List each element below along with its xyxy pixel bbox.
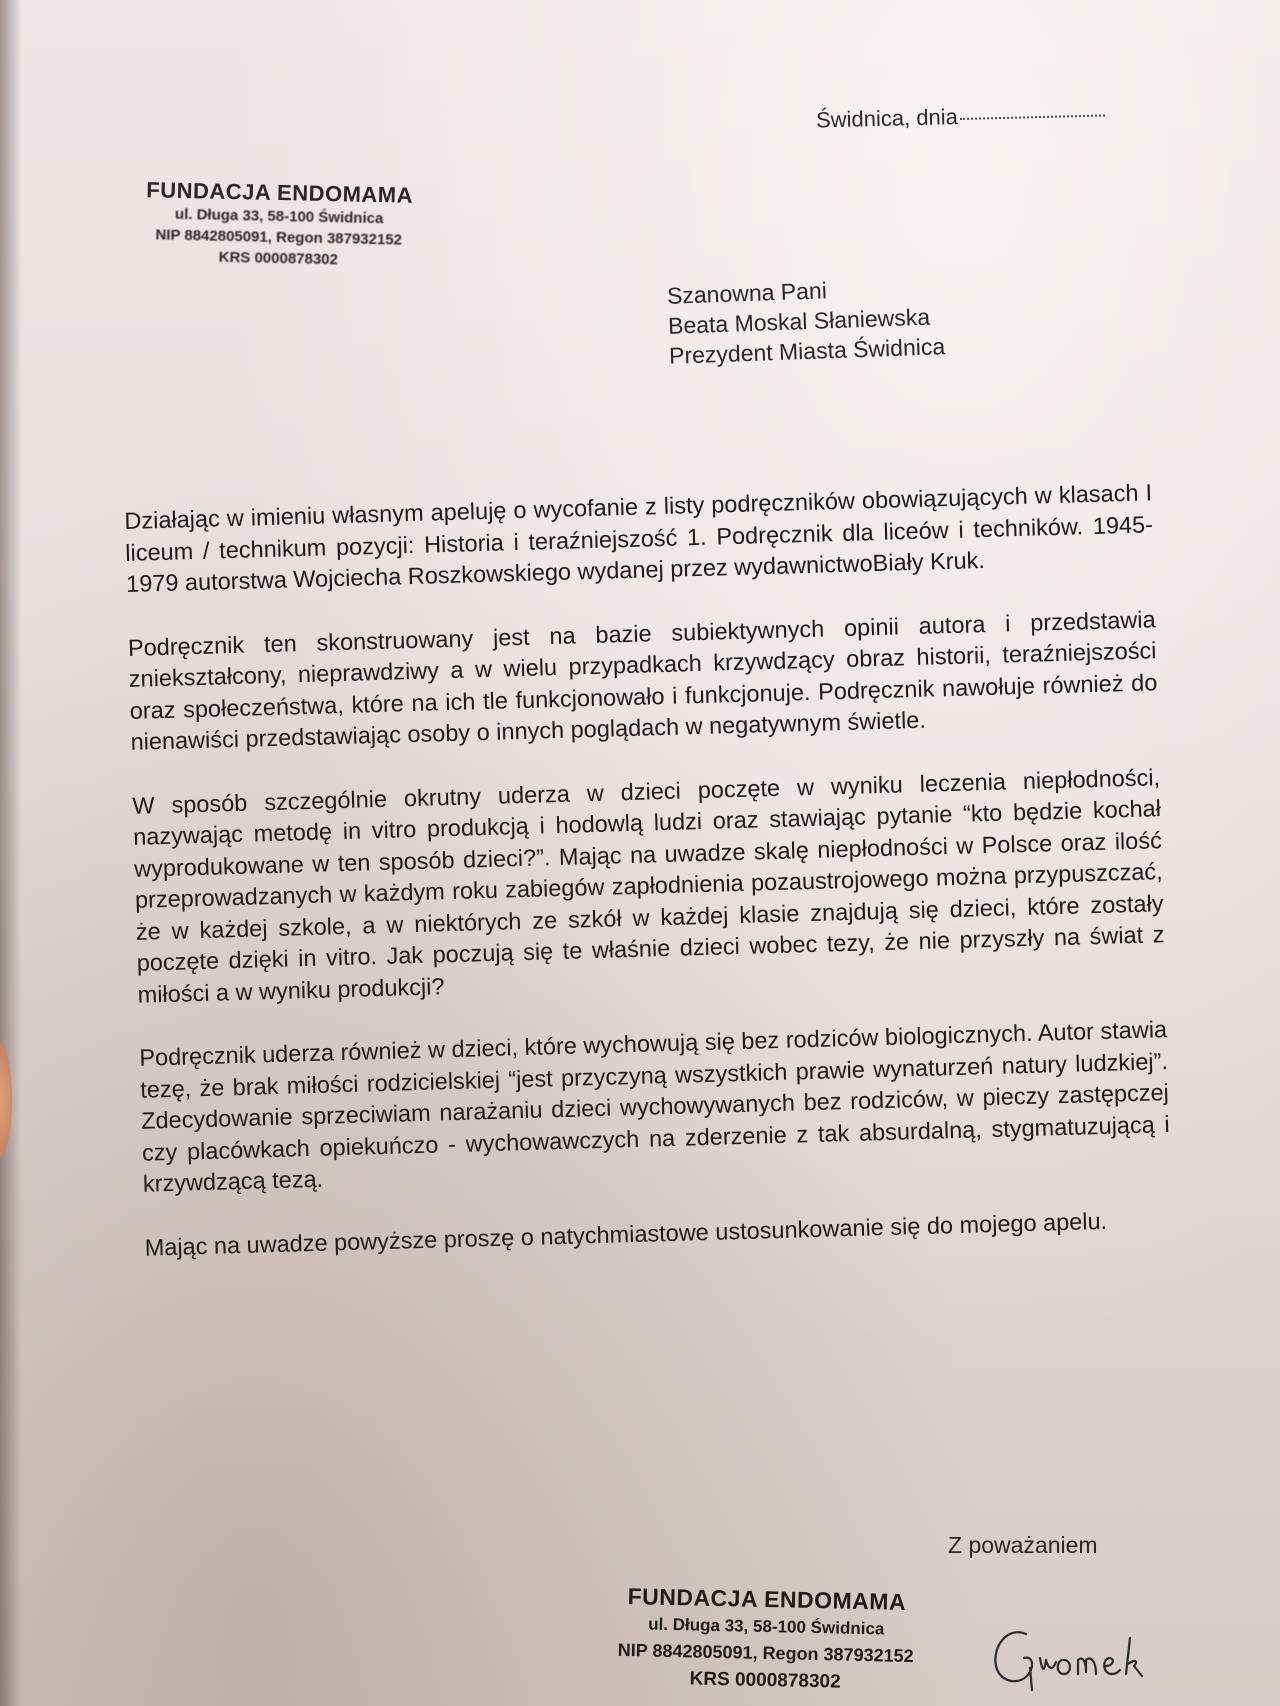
recipient-name: Beata Moskal Słaniewska — [667, 303, 931, 339]
stamp-block — [585, 1582, 947, 1698]
stamp-address: ul. Długa 33, 58-100 Świdnica — [648, 1614, 885, 1639]
date-label: Świdnica, dnia — [815, 104, 959, 133]
stamp-org-name: FUNDACJA ENDOMAMA — [627, 1583, 907, 1615]
body-paragraph: Działając w imieniu własnym apeluję o wycofanie z listy podręczników obowiązujących w klasach I liceum / technikum pozycji: Historia i teraźniejszość 1. Podręcznik dla liceów i techników. 1945-1979 autorstwa Wojciecha Roszkowskiego wydanej przez wydawnictwoBiały Kruk. — [124, 479, 1154, 597]
handwritten-signature — [986, 1616, 1186, 1696]
letter-body — [124, 477, 1173, 1263]
date-line — [816, 100, 1105, 133]
body-paragraph: Mając na uwadze powyższe proszę o natychmiastowe ustosunkowanie się do mojego apelu. — [144, 1207, 1108, 1261]
letterhead-nip-regon: NIP 8842805091, Regon 387932152 — [155, 226, 403, 249]
date-blank-dots — [960, 114, 1105, 120]
recipient-title: Prezydent Miasta Świdnica — [668, 333, 946, 369]
letterhead — [103, 176, 455, 272]
letterhead-org-name: FUNDACJA ENDOMAMA — [146, 177, 414, 208]
letterhead-address: ul. Długa 33, 58-100 Świdnica — [174, 205, 384, 228]
closing-formula: Z poważaniem — [948, 1532, 1098, 1558]
body-paragraph: Podręcznik uderza również w dzieci, które wychowują się bez rodziców biologicznych. Autor stawia tezę, że brak miłości rodzicielskiej “jest przyczyną wszystkich prawie wynaturzeń natury ludzkiej”. Zdecydowanie sprzeciwiam narażaniu dzieci wychowywanych bez rodziców, w pieczy zastępczej czy placówkach opiekuńczo - wychowawczych na zderzenie z tak absurdalną, stygmatuzującą i krzywdzącą tezą. — [139, 1016, 1171, 1197]
body-paragraph: Podręcznik ten skonstruowany jest na bazie subiektywnych opinii autora i przedstawia zniekształcony, nieprawdziwy a w wielu przypadkach krzywdzący obraz historii, teraźniejszości oraz społeczeństwa, które na ich tle funkcjonowało i funkcjonuje. Podręcznik nawołuje również do nienawiści przedstawiając osoby o innych poglądach w negatywnym świetle. — [127, 605, 1158, 755]
recipient-block — [667, 271, 946, 371]
page-edge-shadow — [0, 0, 22, 1706]
recipient-salutation: Szanowna Pani — [666, 277, 828, 309]
stamp-nip-regon: NIP 8842805091, Regon 387932152 — [617, 1639, 914, 1667]
stamp-krs: KRS 0000878302 — [689, 1668, 841, 1693]
letterhead-krs: KRS 0000878302 — [218, 248, 339, 269]
body-paragraph: W sposób szczególnie okrutny uderza w dzieci poczęte w wyniku leczenia niepłodności, nazywając metodę in vitro produkcją i hodowlą ludzi oraz stawiając pytanie “kto będzie kochał wyprodukowane w ten sposób dzieci?”. Mając na uwadze skalę niepłodności w Polsce oraz ilość przeprowadzanych w każdym roku zabiegów zapłodnienia pozaustrojowego można przypuszczać, że w każdej szkole, a w niektórych ze szkół w każdej klasie znajdują się dzieci, które zostały poczęte dzięki in vitro. Jak poczują się te właśnie dzieci wobec tezy, że nie przyszły na świat z miłości a w wyniku produkcji? — [131, 763, 1165, 1008]
